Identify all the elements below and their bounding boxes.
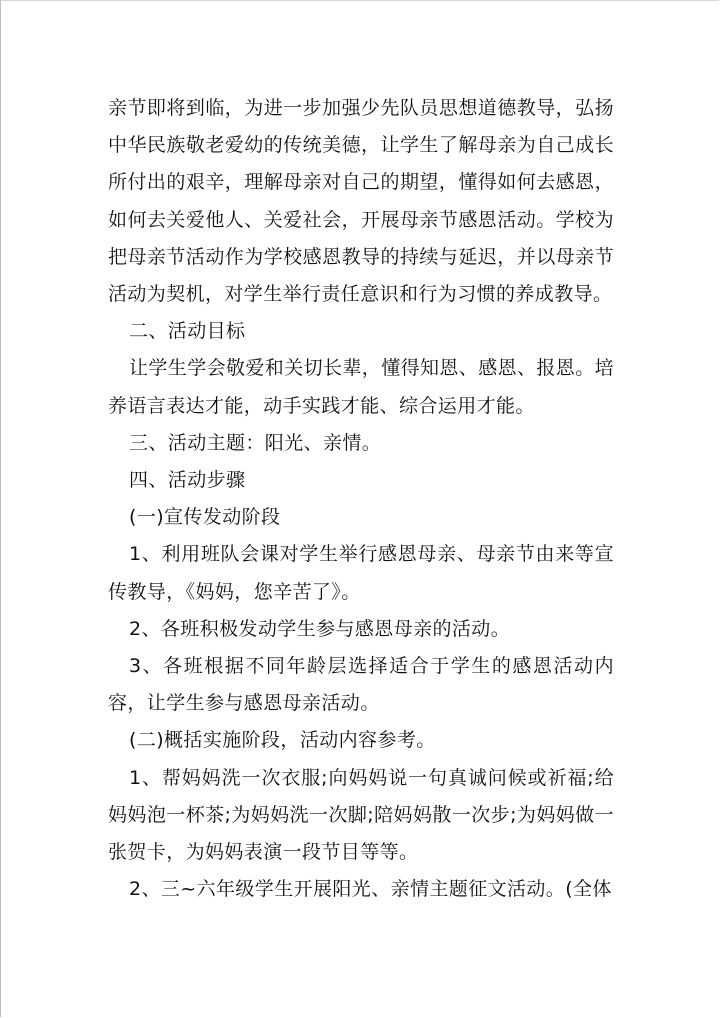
- list-item-step-1-1: 1、利用班队会课对学生举行感恩母亲、母亲节由来等宣传教导，《妈妈，您辛苦了》。: [108, 543, 614, 603]
- subheading-stage-2: (二)概括实施阶段，活动内容参考。: [129, 729, 436, 752]
- section-heading-goals: 二、活动目标: [129, 320, 246, 343]
- subheading-stage-1: (一)宣传发动阶段: [129, 506, 281, 529]
- list-item-step-1-2: 2、各班积极发动学生参与感恩母亲的活动。: [129, 617, 511, 640]
- section-heading-steps: 四、活动步骤: [129, 469, 246, 492]
- list-item-step-2-2: 2、三~六年级学生开展阳光、亲情主题征文活动。(全体: [129, 878, 612, 901]
- list-item-step-2-1: 1、帮妈妈洗一次衣服;向妈妈说一句真诚问候或祈福;给妈妈泡一杯茶;为妈妈洗一次脚;陪妈妈散一次步;为妈妈做一张贺卡，为妈妈表演一段节目等等。: [108, 766, 614, 864]
- section-heading-theme: 三、活动主题：阳光、亲情。: [129, 431, 382, 454]
- list-item-step-1-3: 3、各班根据不同年龄层选择适合于学生的感恩活动内容，让学生参与感恩母亲活动。: [108, 655, 614, 715]
- document-body: [108, 90, 614, 908]
- paragraph-intro: 亲节即将到临，为进一步加强少先队员思想道德教导，弘扬中华民族敬老爱幼的传统美德，让学生了解母亲为自己成长所付出的艰辛，理解母亲对自己的期望，懂得如何去感恩，如何去关爱他人、关爱社会，开展母亲节感恩活动。学校为把母亲节活动作为学校感恩教导的持续与延迟，并以母亲节活动为契机，对学生举行责任意识和行为习惯的养成教导。: [108, 97, 614, 306]
- paragraph-goals: 让学生学会敬爱和关切长辈，懂得知恩、感恩、报恩。培养语言表达才能，动手实践才能、综合运用才能。: [108, 357, 615, 417]
